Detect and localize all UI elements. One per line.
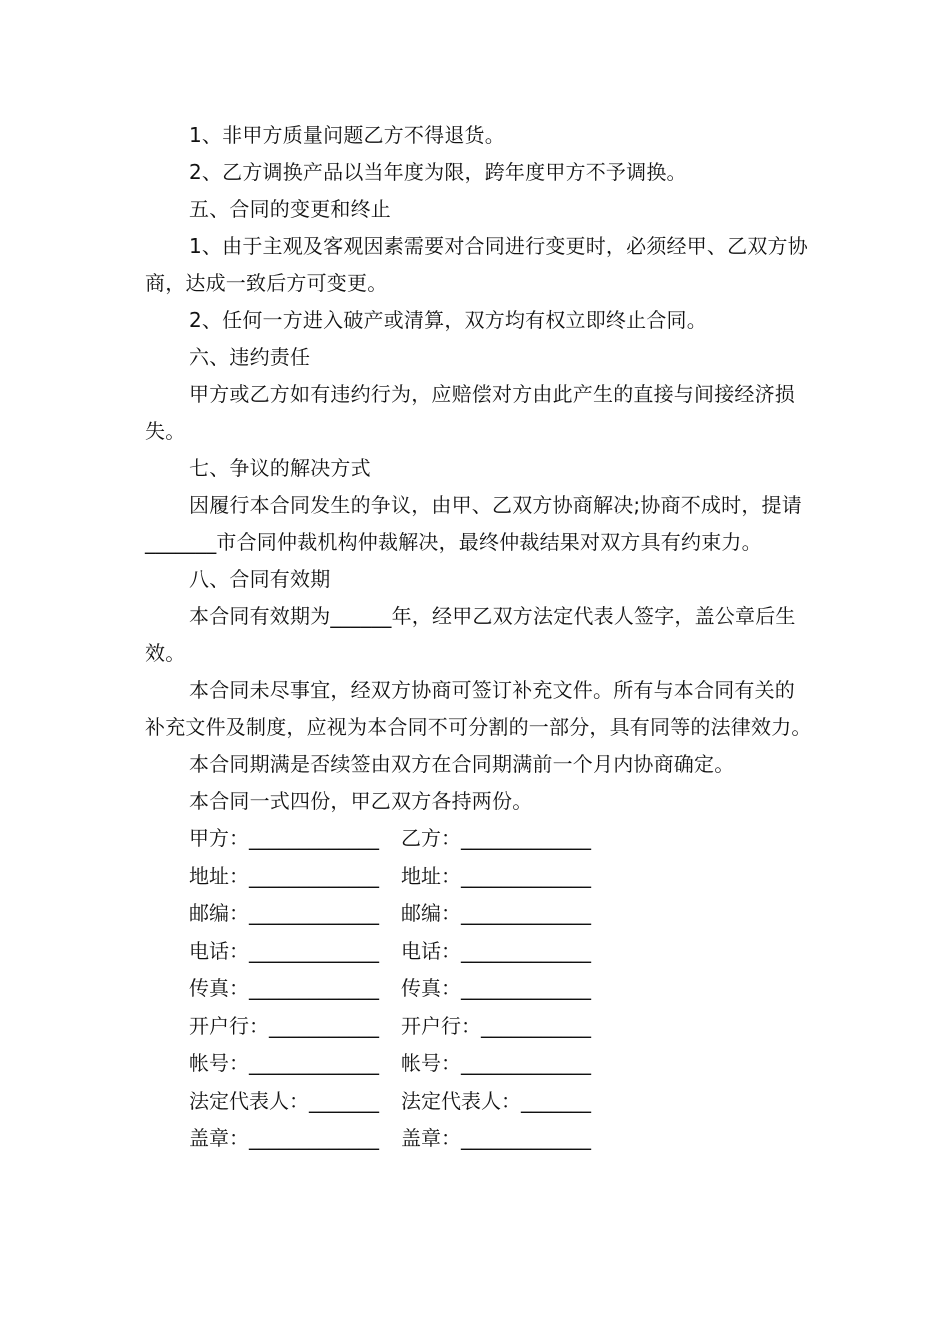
party-a-field: 传真：_____________ [189, 976, 379, 1000]
clause-validity-period: 本合同有效期为______年，经甲乙双方法定代表人签字，盖公章后生效。 [145, 604, 796, 665]
party-a-field: 开户行：___________ [189, 1013, 379, 1038]
party-a-field: 邮编：_____________ [189, 901, 379, 925]
clause-exchange-limit: 2、乙方调换产品以当年度为限，跨年度甲方不予调换。 [189, 160, 687, 184]
section-heading-validity: 八、合同有效期 [189, 567, 331, 591]
party-a-field: 法定代表人：_______ [189, 1088, 379, 1113]
party-a-field: 电话：_____________ [189, 938, 379, 963]
clause-contract-change: 1、由于主观及客观因素需要对合同进行变更时，必须经甲、乙双方协商，达成一致后方可变更。 [145, 234, 808, 295]
signature-row [145, 970, 813, 1008]
party-b-field: 地址：_____________ [401, 863, 591, 888]
signature-row [145, 895, 813, 933]
party-b-field: 传真：_____________ [401, 976, 591, 1000]
party-b-field: 邮编：_____________ [401, 901, 591, 925]
clause-breach-liability: 甲方或乙方如有违约行为，应赔偿对方由此产生的直接与间接经济损失。 [145, 382, 795, 443]
party-b-field: 法定代表人：_______ [401, 1088, 591, 1113]
section-heading-breach: 六、违约责任 [189, 345, 311, 369]
signature-row [145, 1120, 813, 1158]
party-a-field: 地址：_____________ [189, 863, 379, 888]
party-a-field: 盖章：_____________ [189, 1126, 379, 1150]
signature-row [145, 858, 813, 896]
clause-dispute-resolution: 因履行本合同发生的争议，由甲、乙双方协商解决;协商不成时，提请_______市合同仲裁机构仲裁解决，最终仲裁结果对双方具有约束力。 [145, 493, 802, 554]
clause-bankruptcy-termination: 2、任何一方进入破产或清算，双方均有权立即终止合同。 [189, 308, 707, 332]
clause-no-return: 1、非甲方质量问题乙方不得退货。 [189, 123, 505, 147]
section-heading-change-termination: 五、合同的变更和终止 [189, 197, 391, 221]
signature-row [145, 1083, 813, 1121]
party-b-field: 盖章：_____________ [401, 1126, 591, 1150]
party-b-field: 乙方：_____________ [401, 826, 591, 850]
party-a-field: 帐号：_____________ [189, 1051, 379, 1075]
clause-renewal: 本合同期满是否续签由双方在合同期满前一个月内协商确定。 [189, 752, 735, 776]
signature-row [145, 933, 813, 971]
party-a-field: 甲方：_____________ [189, 826, 379, 850]
party-b-field: 开户行：___________ [401, 1013, 591, 1038]
signature-row [145, 820, 813, 858]
signature-row [145, 1045, 813, 1083]
party-b-field: 电话：_____________ [401, 938, 591, 963]
signature-row [145, 1008, 813, 1046]
clause-copies: 本合同一式四份，甲乙双方各持两份。 [189, 789, 533, 813]
contract-body [145, 117, 813, 1158]
clause-supplementary-documents: 本合同未尽事宜，经双方协商可签订补充文件。所有与本合同有关的补充文件及制度，应视为本合同不可分割的一部分，具有同等的法律效力。 [145, 678, 812, 739]
signature-block [145, 820, 813, 1158]
party-b-field: 帐号：_____________ [401, 1051, 591, 1075]
section-heading-dispute: 七、争议的解决方式 [189, 456, 371, 480]
